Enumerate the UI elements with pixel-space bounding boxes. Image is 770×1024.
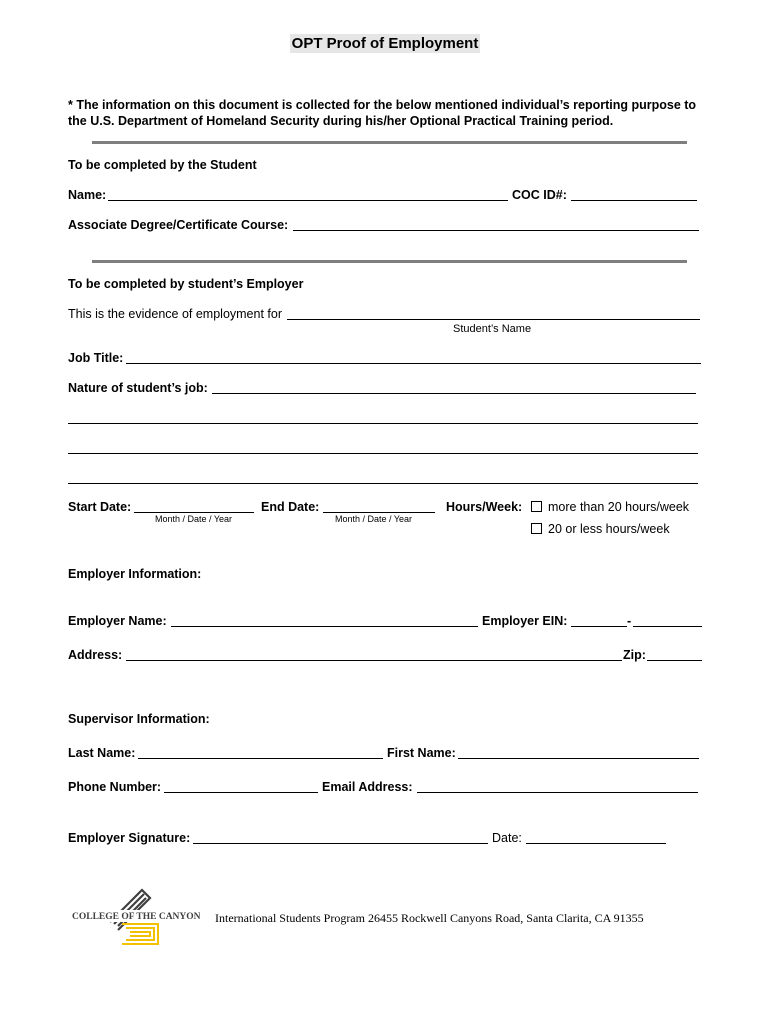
nature-of-job-line-2[interactable] [68, 423, 698, 424]
zip-field[interactable] [647, 660, 702, 661]
zip-label: Zip: [623, 648, 646, 662]
section-divider [92, 260, 687, 263]
address-label: Address: [68, 648, 123, 662]
address-field[interactable] [126, 660, 622, 661]
hours-option-less[interactable] [531, 522, 670, 536]
svg-text:COLLEGE OF THE CANYONS: COLLEGE OF THE CANYONS [72, 912, 200, 922]
employer-signature-label: Employer Signature: [68, 831, 191, 845]
start-date-caption: Month / Date / Year [155, 514, 233, 524]
page-title: OPT Proof of Employment [291, 35, 479, 52]
phone-label: Phone Number: [68, 780, 162, 794]
nature-of-job-line-4[interactable] [68, 483, 698, 484]
evidence-label: This is the evidence of employment for [68, 307, 282, 321]
end-date-caption: Month / Date / Year [335, 514, 413, 524]
intro-line-2: the U.S. Department of Homeland Security during his/her Optional Practical Training period. [68, 114, 614, 128]
phone-field[interactable] [164, 792, 318, 793]
employer-name-label: Employer Name: [68, 614, 167, 628]
checkbox[interactable] [531, 501, 542, 512]
job-title-field[interactable] [126, 363, 701, 364]
hours-week-label: Hours/Week: [446, 500, 523, 514]
job-title-label: Job Title: [68, 351, 124, 365]
first-name-field[interactable] [458, 758, 699, 759]
start-date-label: Start Date: [68, 500, 132, 514]
footer-address: International Students Program 26455 Rockwell Canyons Road, Santa Clarita, CA 91355 [215, 911, 644, 925]
name-field[interactable] [108, 200, 508, 201]
employer-ein-label: Employer EIN: [482, 614, 568, 628]
employer-name-field[interactable] [171, 626, 478, 627]
employer-ein-field-1[interactable] [571, 626, 627, 627]
employer-section-heading: To be completed by student’s Employer [68, 277, 304, 291]
start-date-field[interactable] [134, 512, 254, 513]
employer-ein-separator: - [627, 614, 632, 628]
name-label: Name: [68, 188, 107, 202]
nature-of-job-field[interactable] [212, 393, 696, 394]
hours-option-more-label: more than 20 hours/week [548, 500, 690, 514]
end-date-field[interactable] [323, 512, 435, 513]
nature-of-job-line-3[interactable] [68, 453, 698, 454]
email-field[interactable] [417, 792, 698, 793]
college-logo-icon [70, 884, 200, 954]
employer-info-heading: Employer Information: [68, 567, 202, 581]
student-section-heading: To be completed by the Student [68, 158, 257, 172]
hours-option-less-label: 20 or less hours/week [548, 522, 670, 536]
last-name-label: Last Name: [68, 746, 136, 760]
supervisor-info-heading: Supervisor Information: [68, 712, 210, 726]
section-divider [92, 141, 687, 144]
student-name-caption: Student’s Name [453, 323, 532, 335]
last-name-field[interactable] [138, 758, 383, 759]
coc-id-label: COC ID#: [512, 188, 567, 202]
checkbox[interactable] [531, 523, 542, 534]
employer-ein-field-2[interactable] [633, 626, 702, 627]
signature-date-field[interactable] [526, 843, 666, 844]
course-field[interactable] [293, 230, 699, 231]
hours-option-more[interactable] [531, 500, 689, 514]
nature-of-job-label: Nature of student’s job: [68, 381, 208, 395]
employer-signature-field[interactable] [193, 843, 488, 844]
coc-id-field[interactable] [571, 200, 697, 201]
college-logo [70, 884, 200, 954]
email-label: Email Address: [322, 780, 413, 794]
first-name-label: First Name: [387, 746, 456, 760]
student-name-field[interactable] [287, 319, 700, 320]
date-label: Date: [492, 831, 522, 845]
course-label: Associate Degree/Certificate Course: [68, 218, 289, 232]
intro-line-1: * The information on this document is collected for the below mentioned individual’s reporting purpose to [68, 98, 697, 112]
end-date-label: End Date: [261, 500, 320, 514]
